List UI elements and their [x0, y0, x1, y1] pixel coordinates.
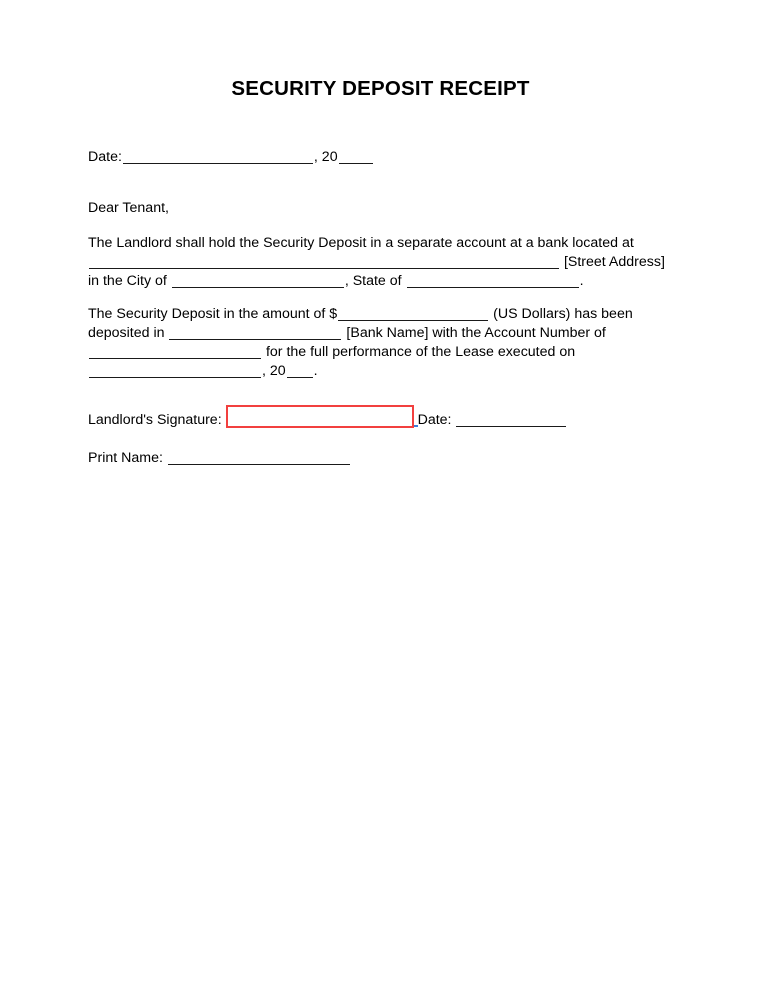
state-prefix-label: , State of	[344, 272, 402, 289]
paragraph-bank-location	[88, 234, 673, 291]
paragraph1-line1: The Landlord shall hold the Security Deposit in a separate account at a bank located at	[88, 235, 634, 251]
signature-row	[88, 411, 673, 430]
deposit-amount-blank-field[interactable]	[338, 308, 488, 321]
landlord-signature-label: Landlord's Signature:	[88, 412, 222, 428]
date-blank-field[interactable]	[123, 151, 313, 164]
street-address-label: [Street Address]	[563, 253, 665, 270]
page-title: SECURITY DEPOSIT RECEIPT	[231, 77, 530, 100]
date-year-prefix: , 20	[313, 149, 338, 165]
street-address-blank-field[interactable]	[89, 256, 559, 269]
bank-prefix-label: deposited in	[88, 324, 165, 341]
lease-date-blank-field[interactable]	[89, 365, 261, 378]
date-line	[88, 148, 673, 167]
paragraph2-period: .	[313, 362, 318, 379]
date-year-blank-field[interactable]	[339, 151, 373, 164]
amount-prefix-label: The Security Deposit in the amount of $	[88, 306, 338, 322]
account-number-blank-field[interactable]	[89, 346, 261, 359]
salutation-text: Dear Tenant,	[88, 200, 169, 216]
lease-prefix-label: for the full performance of the Lease executed on	[265, 343, 576, 360]
bank-suffix-label: [Bank Name] with the Account Number of	[346, 324, 606, 341]
print-name-row	[88, 449, 673, 468]
salutation	[88, 199, 673, 218]
amount-suffix-label: (US Dollars) has been	[493, 306, 633, 322]
paragraph2-line1	[88, 305, 673, 324]
print-name-label: Print Name:	[88, 450, 163, 466]
paragraph2-line3	[88, 343, 673, 362]
paragraph1-line2	[88, 253, 673, 272]
paragraph2-line2	[88, 324, 673, 343]
paragraph1-line3	[88, 272, 673, 291]
paragraph1-period: .	[579, 272, 584, 289]
date-label: Date:	[88, 149, 122, 165]
state-blank-field[interactable]	[407, 275, 579, 288]
landlord-signature-input[interactable]	[226, 405, 414, 428]
city-prefix-label: in the City of	[88, 272, 167, 289]
bank-name-blank-field[interactable]	[169, 327, 341, 340]
paragraph2-line4	[88, 362, 673, 381]
print-name-blank-field[interactable]	[168, 452, 350, 465]
signature-date-label: Date:	[417, 412, 452, 428]
city-blank-field[interactable]	[172, 275, 344, 288]
date-line-content	[88, 148, 673, 167]
lease-year-blank-field[interactable]	[287, 365, 313, 378]
lease-year-prefix: , 20	[262, 362, 286, 379]
paragraph-deposit-details	[88, 305, 673, 381]
signature-date-blank-field[interactable]	[456, 414, 566, 427]
